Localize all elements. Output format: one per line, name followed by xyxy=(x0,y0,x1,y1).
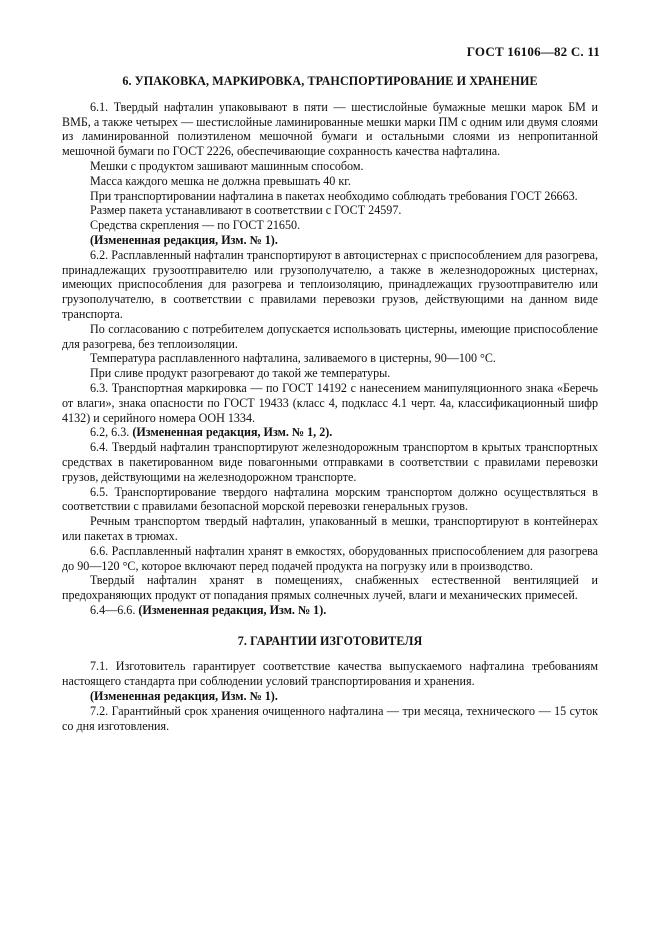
paragraph-6-2-agreement: По согласованию с потребителем допускается использовать цистерны, имеющие приспособление для разогрева, без теплоизоляции. xyxy=(62,321,598,351)
paragraph-6-4: 6.4. Твердый нафталин транспортируют железнодорожным транспортом в крытых транспортных средствах в пакетированном виде повагонными отправками в соответствии с правилами перевозки грузов, действующими на железнодорожном транспорте. xyxy=(62,440,598,484)
paragraph-7-1: 7.1. Изготовитель гарантирует соответствие качества выпускаемого нафталина требованиям настоящего стандарта при соблюдении условий транспортирования и хранения. xyxy=(62,659,598,689)
paragraph-6-3: 6.3. Транспортная маркировка — по ГОСТ 14192 с нанесением манипуляционного знака «Беречь от влаги», знака опасности по ГОСТ 19433 (класс 4, подкласс 4.1 черт. 4а, классификационный шифр 4132) и серийного номера ООН 1334. xyxy=(62,380,598,425)
paragraph-6-1-packets: При транспортировании нафталина в пакетах необходимо соблюдать требования ГОСТ 26663. xyxy=(90,188,578,203)
paragraph-6-5: 6.5. Транспортирование твердого нафталина морским транспортом должно осуществляться в соответствии с правилами безопасной морской перевозки генеральных грузов. xyxy=(62,484,598,514)
document-content xyxy=(62,74,598,733)
paragraph-6-1-mass: Масса каждого мешка не должна превышать 40 кг. xyxy=(90,173,351,188)
paragraph-6-5-river: Речным транспортом твердый нафталин, упакованный в мешки, транспортируют в контейнерах или пакетах в трюмах. xyxy=(62,514,598,543)
paragraph-6-1-fastening: Средства скрепления — по ГОСТ 21650. xyxy=(90,218,301,233)
revision-note-prefix: 6.2, 6.3. xyxy=(90,425,130,440)
revision-note-6-2-6-3 xyxy=(62,425,598,440)
paragraph-6-2: 6.2. Расплавленный нафталин транспортируют в автоцистернах с приспособлением для разогрева, принадлежащих грузоотправителю или грузополучателю, а также в железнодорожных цистернах, имеющих приспособления для разогрева и теплоизоляцию, принадлежащих грузоотправителю или грузополучателю, в соответствии с правилами перевозки грузов, действующими на данном виде транспорта. xyxy=(62,247,598,321)
paragraph-7-2: 7.2. Гарантийный срок хранения очищенного нафталина — три месяца, технического — 15 суток со дня изготовления. xyxy=(62,703,598,733)
section-spacer xyxy=(62,618,598,634)
paragraph-6-1: 6.1. Твердый нафталин упаковывают в пяти — шестислойные бумажные мешки марок БМ и ВМБ, а также четырех — шестислойные ламинированные мешки марки ПМ с одним или двумя слоями из ламинированной полиэтиленом мешочной бумаги и остальными слоями из непропитанной мешочной бумаги по ГОСТ 2226, обеспечивающие сохранность качества нафталина. xyxy=(62,99,598,159)
paragraph-6-1-packet-size: Размер пакета устанавливают в соответствии с ГОСТ 24597. xyxy=(90,203,402,218)
section-6-title: 6. УПАКОВКА, МАРКИРОВКА, ТРАНСПОРТИРОВАНИЕ И ХРАНЕНИЕ xyxy=(122,74,538,88)
paragraph-6-6-storage: Твердый нафталин хранят в помещениях, снабженных естественной вентиляцией и предохраняющих продукт от попадания прямых солнечных лучей, влаги и механических примесей. xyxy=(62,573,598,603)
paragraph-6-6: 6.6. Расплавленный нафталин хранят в емкостях, оборудованных приспособлением для разогрева до 90—120 °С, которое включают перед подачей продукта на погрузку или в производство. xyxy=(62,543,598,573)
revision-note-prefix: 6.4—6.6. xyxy=(90,602,136,617)
page-header: ГОСТ 16106—82 С. 11 xyxy=(466,44,600,59)
revision-note-7-1: (Измененная редакция, Изм. № 1). xyxy=(90,689,278,704)
paragraph-6-1-sewing: Мешки с продуктом зашивают машинным способом. xyxy=(90,158,364,173)
revision-note-6-1: (Измененная редакция, Изм. № 1). xyxy=(90,232,278,247)
paragraph-6-2-temperature: Температура расплавленного нафталина, заливаемого в цистерны, 90—100 °С. xyxy=(90,351,496,366)
section-7-title: 7. ГАРАНТИИ ИЗГОТОВИТЕЛЯ xyxy=(237,633,423,648)
revision-note-text: (Измененная редакция, Изм. № 1, 2). xyxy=(132,425,333,440)
paragraph-6-2-drain: При сливе продукт разогревают до такой же температуры. xyxy=(90,366,391,381)
revision-note-6-4-6-6 xyxy=(62,603,598,618)
revision-note-text: (Измененная редакция, Изм. № 1). xyxy=(138,602,327,617)
